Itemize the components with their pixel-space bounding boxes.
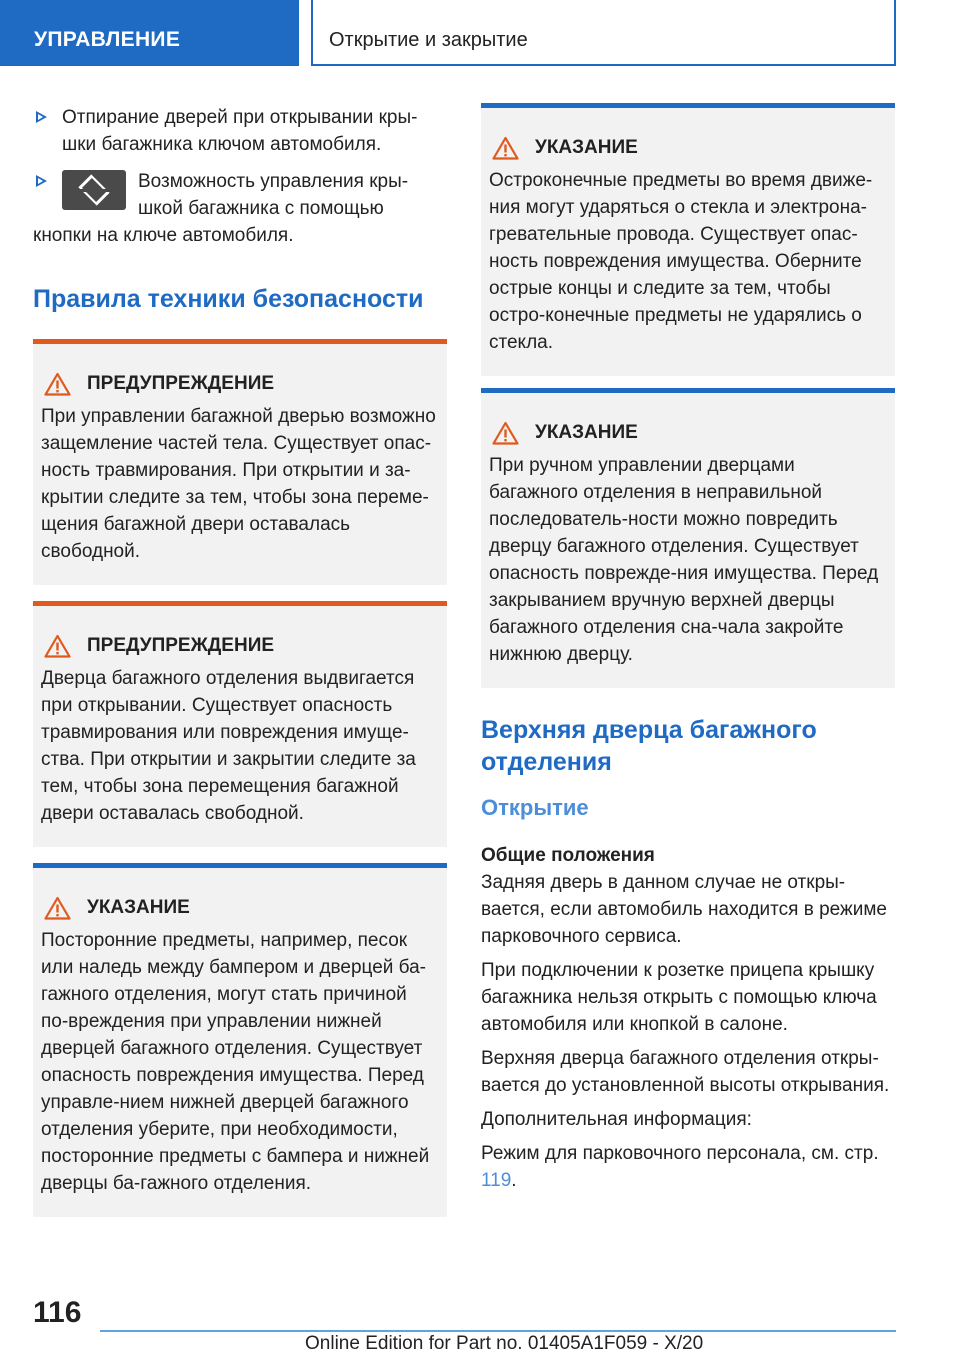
page-number: 116 — [33, 1296, 82, 1329]
header-section-tab — [0, 0, 299, 66]
box-title-row — [41, 894, 439, 921]
section-heading: Правила техники безопасности — [33, 285, 424, 313]
box-title: УКАЗАНИЕ — [535, 136, 638, 158]
right-column — [481, 103, 895, 1194]
page-reference-link[interactable]: 119 — [481, 1170, 512, 1191]
reference-paragraph — [481, 1140, 895, 1194]
box-title: ПРЕДУПРЕЖДЕНИЕ — [87, 372, 275, 394]
box-text: Остроконечные предметы во время движе-ния могут ударяться о стекла и электрона-гревательные провода. Существует опас-ность повреждения имущества. Оберните острые концы и следите за тем, чтобы остро-конечные предметы не ударялись о стекла. — [489, 170, 873, 353]
box-text: Дверца багажного отделения выдвигается при открывании. Существует опасность травмирования или повреждения имуще-ства. При открытии и закрытии следите за тем, чтобы зона перемещения багажной двери оставалась свободной. — [41, 668, 416, 824]
reference-end: . — [511, 1170, 517, 1191]
header-chapter-tab — [311, 0, 896, 66]
left-column — [33, 100, 447, 1217]
section-heading: Верхняя дверца багажного отделения — [481, 716, 817, 776]
header-chapter-title: Открытие и закрытие — [329, 29, 528, 51]
triangle-bullet-icon — [36, 175, 47, 187]
list-item — [33, 104, 447, 158]
note-box — [481, 388, 895, 688]
key-tailgate-button-icon — [62, 170, 126, 210]
list-item — [33, 168, 447, 249]
note-box — [33, 863, 447, 1217]
box-title-row — [41, 632, 439, 659]
box-title: ПРЕДУПРЕЖДЕНИЕ — [87, 634, 275, 656]
box-title-row — [489, 419, 887, 446]
subsection-heading: Открытие — [481, 795, 589, 820]
paragraph: Дополнительная информация: — [481, 1109, 752, 1130]
reference-text: Режим для парковочного персонала, см. стр. — [481, 1143, 879, 1164]
footer-edition: Online Edition for Part no. 01405A1F059 - X/20 — [305, 1333, 704, 1354]
warning-triangle-icon — [44, 896, 71, 920]
triangle-bullet-icon — [36, 111, 47, 123]
warning-triangle-icon — [44, 634, 71, 658]
box-text: При управлении багажной дверью возможно защемление частей тела. Существует опас-ность травмирования. При открытии и за-крытии следите за тем, чтобы зона переме-щения багажной двери оставалась свободной. — [41, 406, 436, 562]
paragraph: Верхняя дверца багажного отделения откры-вается до установленной высоты открывания. — [481, 1048, 890, 1096]
box-title: УКАЗАНИЕ — [87, 896, 190, 918]
warning-triangle-icon — [44, 372, 71, 396]
paragraph-heading: Общие положения — [481, 845, 655, 866]
box-text: При ручном управлении дверцами багажного отделения в неправильной последователь-ности можно повредить дверцу багажного отделения. Существует опасность поврежде-ния имущества. Перед закрыванием вручную верхней дверцы багажного отделения сна-чала закройте нижнюю дверцу. — [489, 455, 879, 665]
warning-box — [33, 601, 447, 847]
bullet-text: Возможность управления кры-шкой багажника с помощью кнопки на ключе автомобиля. — [33, 171, 409, 246]
paragraph: Задняя дверь в данном случае не откры-вается, если автомобиль находится в режиме парковочного сервиса. — [481, 872, 887, 947]
box-text: Посторонние предметы, например, песок или наледь между бампером и дверцей ба-гажного отделения, могут стать причиной по-вреждения при управлении нижней дверцей багажного отделения. Существует опасность повреждения имущества. Перед управле-нием нижней дверцей багажного отделения уберите, при необходимости, посторонние предметы с бампера и нижней дверцы ба-гажного отделения. — [41, 930, 430, 1194]
warning-box — [33, 339, 447, 585]
footer-divider — [100, 1330, 896, 1332]
warning-triangle-icon — [492, 421, 519, 445]
paragraph: При подключении к розетке прицепа крышку багажника нельзя открыть с помощью ключа автомобиля или кнопкой в салоне. — [481, 960, 877, 1035]
warning-triangle-icon — [492, 136, 519, 160]
note-box — [481, 103, 895, 376]
box-title-row — [489, 134, 887, 161]
box-title: УКАЗАНИЕ — [535, 421, 638, 443]
header-section-title: УПРАВЛЕНИЕ — [34, 28, 181, 51]
box-title-row — [41, 370, 439, 397]
bullet-text: Отпирание дверей при открывании кры-шки багажника ключом автомобиля. — [62, 107, 418, 155]
